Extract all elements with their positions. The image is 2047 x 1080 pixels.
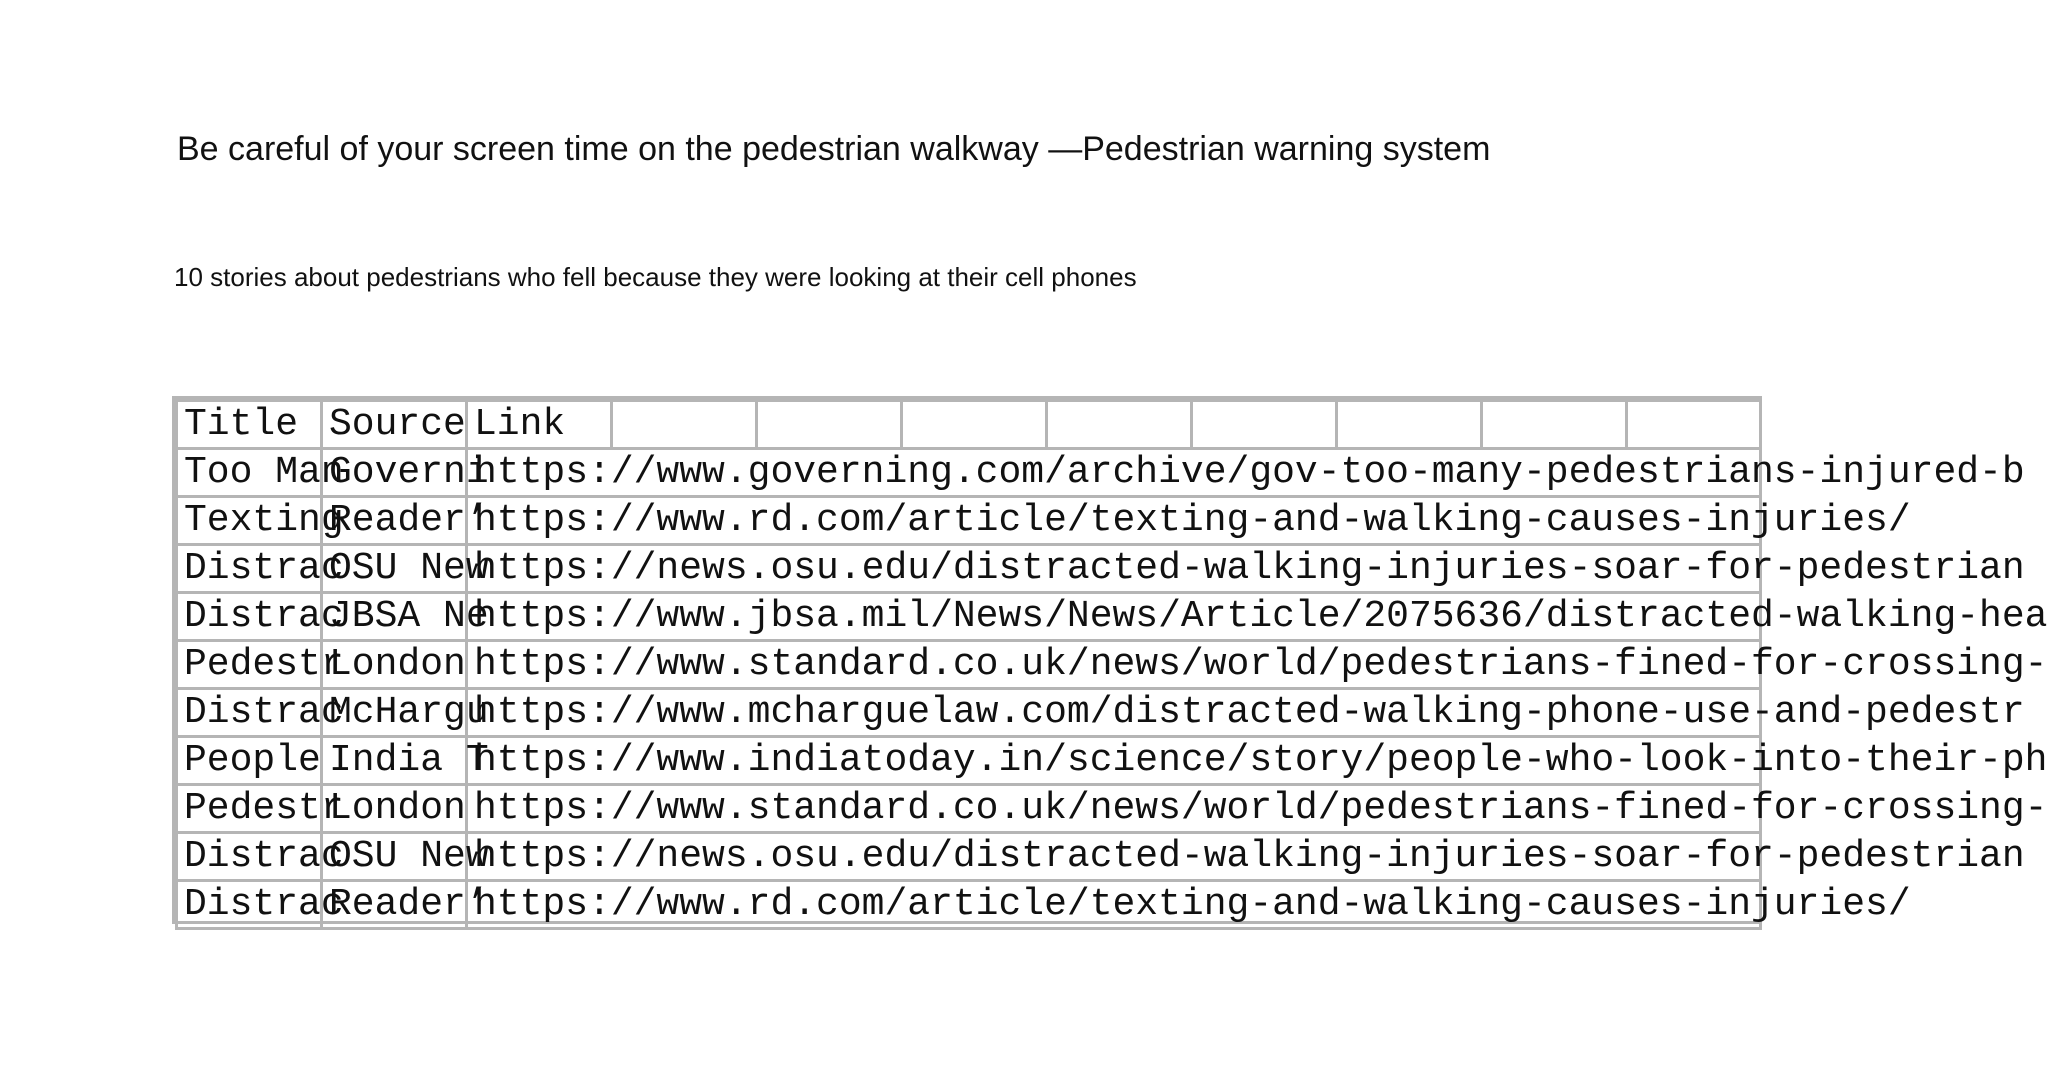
cell-link[interactable]: https://www.standard.co.uk/news/world/pedestrians-fined-for-crossing- — [467, 785, 1761, 833]
cell-title: Distrac — [177, 689, 322, 737]
cell-source: London — [322, 785, 467, 833]
cell-source: JBSA Ne — [322, 593, 467, 641]
cell-source: OSU New — [322, 833, 467, 881]
stories-table-container — [172, 396, 2047, 926]
header-cell-link: Link — [467, 401, 612, 449]
cell-title: Distrac — [177, 833, 322, 881]
cell-title: People — [177, 737, 322, 785]
table-row — [177, 545, 1761, 593]
cell-source: Governi — [322, 449, 467, 497]
cell-link[interactable]: https://www.indiatoday.in/science/story/people-who-look-into-their-ph — [467, 737, 1761, 785]
cell-source: McHargu — [322, 689, 467, 737]
empty-cell — [1482, 401, 1627, 449]
document-title: Be careful of your screen time on the pedestrian walkway —Pedestrian warning system — [177, 130, 1491, 168]
table-row — [177, 689, 1761, 737]
cell-link[interactable]: https://news.osu.edu/distracted-walking-injuries-soar-for-pedestrian — [467, 545, 1761, 593]
empty-cell — [1627, 401, 1761, 449]
table-row — [177, 833, 1761, 881]
cell-source: India T — [322, 737, 467, 785]
cell-source: Reader’ — [322, 881, 467, 929]
empty-cell — [757, 401, 902, 449]
cell-link[interactable]: https://www.mcharguelaw.com/distracted-walking-phone-use-and-pedestr — [467, 689, 1761, 737]
stories-table — [175, 399, 2047, 930]
cell-title: Pedestr — [177, 785, 322, 833]
cell-source: Reader’ — [322, 497, 467, 545]
table-row — [177, 785, 1761, 833]
cell-link[interactable]: https://www.governing.com/archive/gov-too-many-pedestrians-injured-b — [467, 449, 1761, 497]
cell-title: Pedestr — [177, 641, 322, 689]
header-cell-source: Source — [322, 401, 467, 449]
empty-cell — [612, 401, 757, 449]
cell-link[interactable]: https://www.jbsa.mil/News/News/Article/2075636/distracted-walking-hea — [467, 593, 1761, 641]
cell-source: OSU New — [322, 545, 467, 593]
cell-link[interactable]: https://www.standard.co.uk/news/world/pedestrians-fined-for-crossing- — [467, 641, 1761, 689]
empty-cell — [1192, 401, 1337, 449]
empty-cell — [1337, 401, 1482, 449]
cell-title: Distrac — [177, 593, 322, 641]
empty-cell — [1047, 401, 1192, 449]
empty-cell — [902, 401, 1047, 449]
table-row — [177, 593, 1761, 641]
table-row — [177, 497, 1761, 545]
cell-source: London — [322, 641, 467, 689]
header-cell-title: Title — [177, 401, 322, 449]
table-row — [177, 449, 1761, 497]
table-row — [177, 737, 1761, 785]
table-header-row — [177, 401, 1761, 449]
cell-title: Too Man — [177, 449, 322, 497]
cell-link[interactable]: https://www.rd.com/article/texting-and-walking-causes-injuries/ — [467, 497, 1761, 545]
table-row — [177, 641, 1761, 689]
cell-link[interactable]: https://news.osu.edu/distracted-walking-injuries-soar-for-pedestrian — [467, 833, 1761, 881]
document-subtitle: 10 stories about pedestrians who fell because they were looking at their cell phones — [174, 262, 1137, 292]
table-row — [177, 881, 1761, 929]
cell-title: Distrac — [177, 881, 322, 929]
cell-title: Texting — [177, 497, 322, 545]
cell-link[interactable]: https://www.rd.com/article/texting-and-walking-causes-injuries/ — [467, 881, 1761, 929]
cell-title: Distrac — [177, 545, 322, 593]
